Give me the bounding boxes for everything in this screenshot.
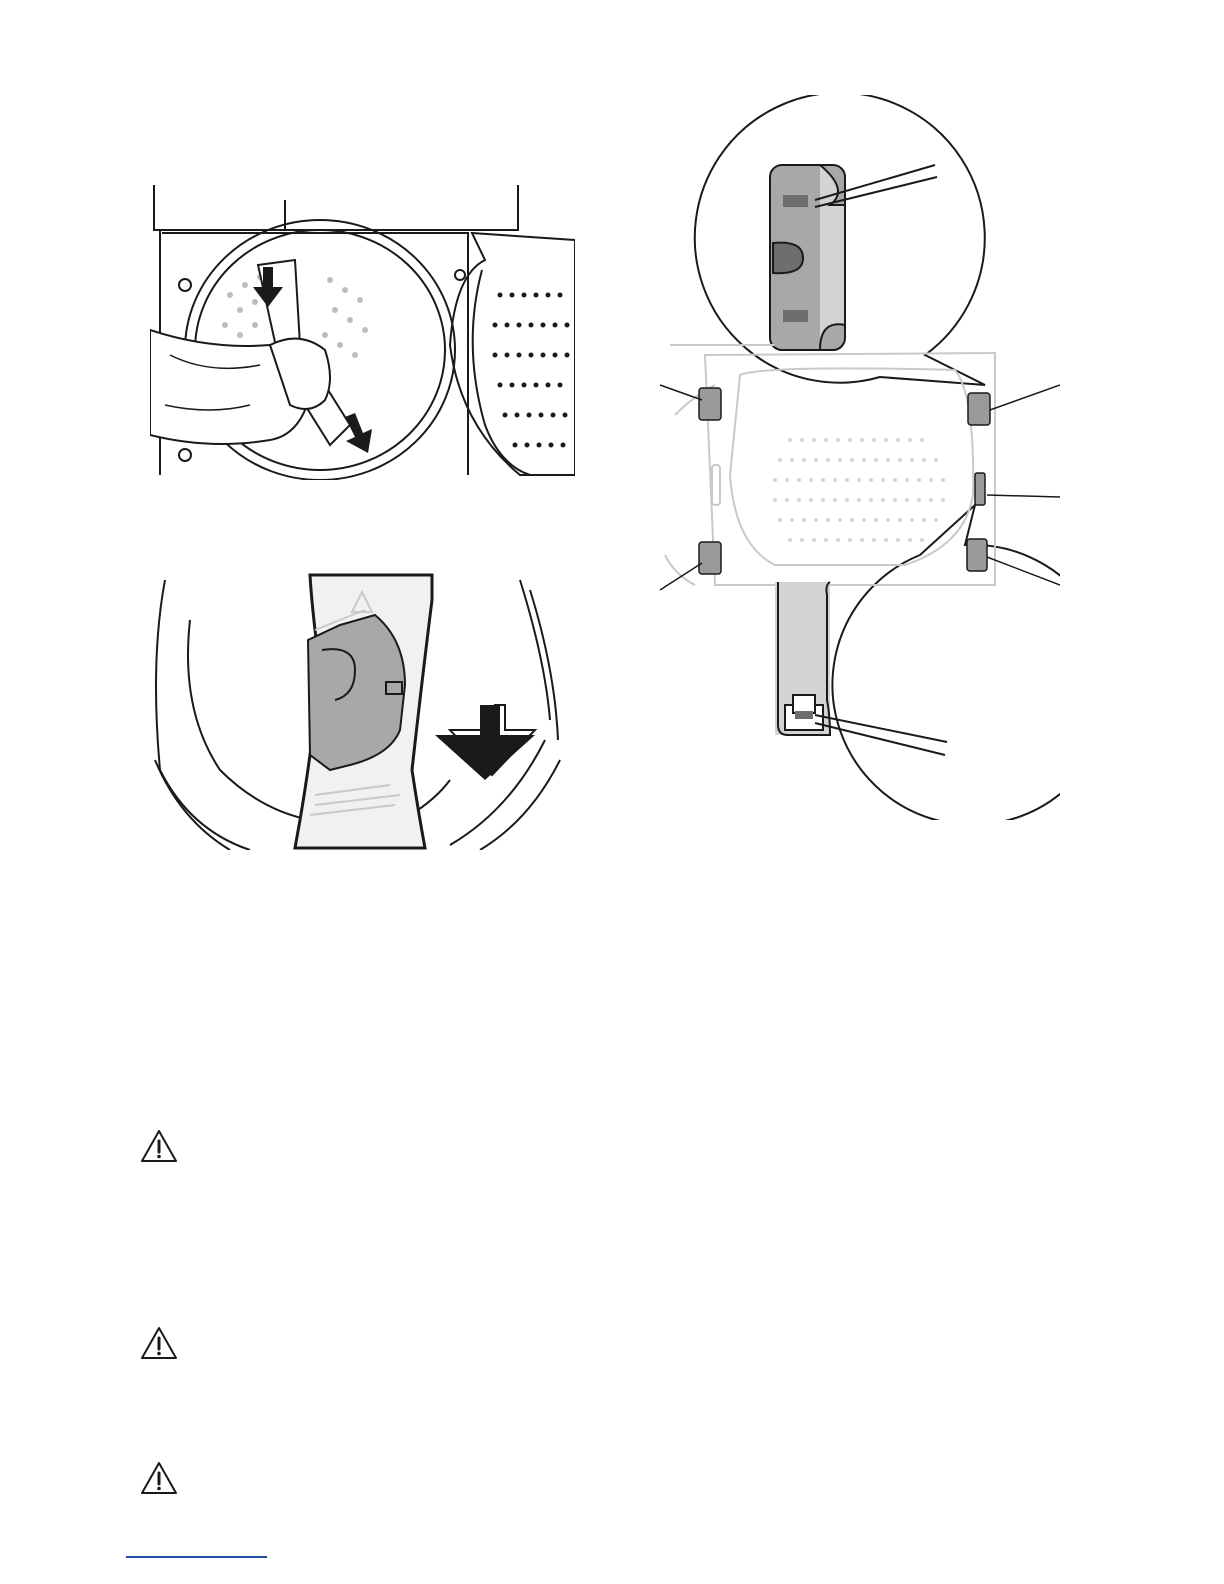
figure-door-hinge-lock-parts — [655, 95, 1060, 820]
warning-triangle-icon — [139, 1460, 179, 1496]
warning-triangle-icon — [139, 1325, 179, 1361]
footer-rule — [126, 1556, 267, 1558]
warning-triangle-icon — [139, 1128, 179, 1164]
figure-remove-transport-bag — [150, 185, 575, 480]
figure-transport-block-closeup — [150, 570, 575, 850]
